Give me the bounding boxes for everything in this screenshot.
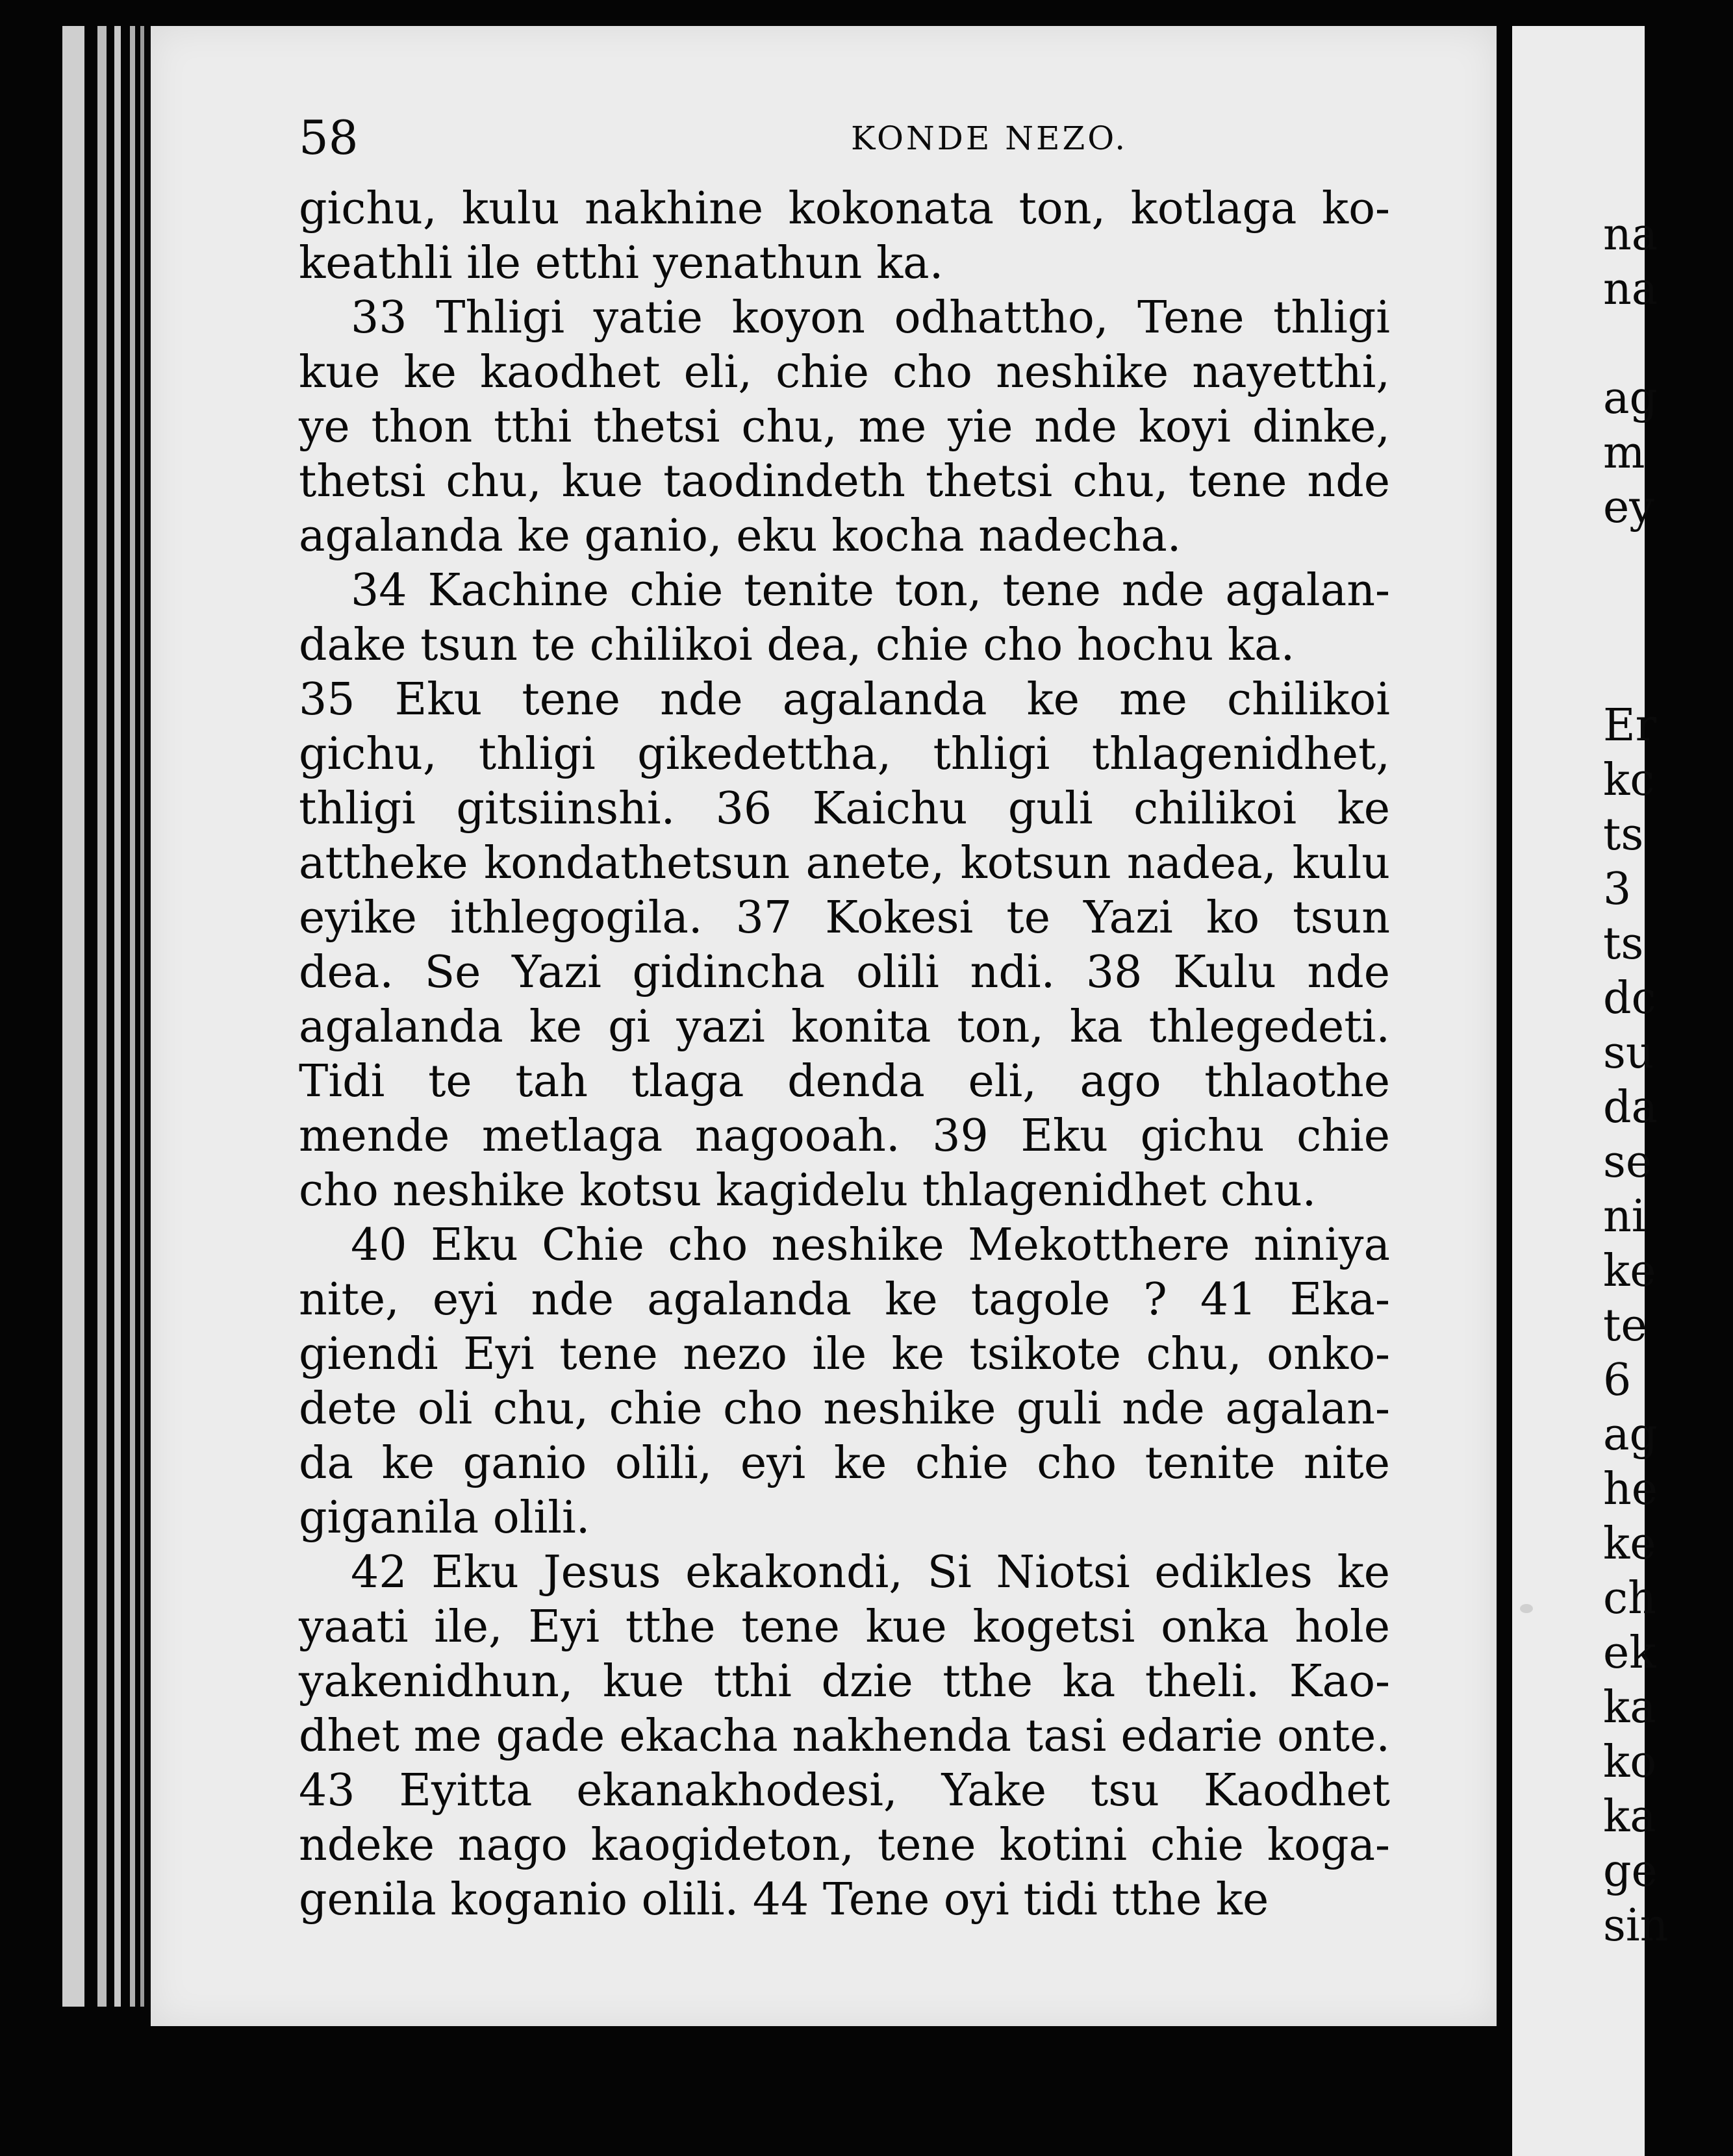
text-line: dete oli chu, chie cho neshike guli nde agalan- (299, 1383, 1390, 1435)
text-line: genila koganio olili. 44 Tene oyi tidi tthe ke (299, 1874, 1269, 1925)
facing-text-fragment: ts (1603, 809, 1644, 860)
facing-text-fragment: ni (1603, 1191, 1646, 1242)
facing-text-fragment: ka (1603, 1682, 1656, 1733)
facing-text-fragment: te (1603, 1300, 1647, 1351)
facing-text-fragment: kc (1603, 755, 1655, 806)
facing-text-fragment (1603, 590, 1733, 644)
text-line: 43 Eyitta ekanakhodesi, Yake tsu Kaodhet (299, 1765, 1390, 1816)
text-line: kue ke kaodhet eli, chie cho neshike nayetthi, (299, 347, 1390, 398)
text-line: attheke kondathetsun anete, kotsun nadea, kulu (299, 838, 1390, 889)
running-title: KONDE NEZO. (851, 119, 1128, 157)
text-line: eyike ithlegogila. 37 Kokesi te Yazi ko tsun (299, 892, 1390, 944)
facing-text-fragment: m (1603, 427, 1645, 479)
text-line: giganila olili. (299, 1492, 590, 1544)
facing-text-fragment: ge (1603, 1846, 1658, 1897)
facing-text-fragment: na (1603, 209, 1658, 260)
facing-text-fragment: ke (1603, 1246, 1656, 1297)
text-line: 40 Eku Chie cho neshike Mekotthere niniya (351, 1220, 1390, 1271)
facing-text-fragment: su (1603, 1027, 1654, 1079)
text-line: thetsi chu, kue taodindeth thetsi chu, tene nde (299, 456, 1390, 507)
facing-text-fragment: ey (1603, 482, 1654, 533)
text-line: da ke ganio olili, eyi ke chie cho tenite nite (299, 1438, 1390, 1489)
text-line: yaati ile, Eyi tthe tene kue kogetsi onka hole (299, 1601, 1390, 1653)
page-number: 58 (299, 110, 359, 165)
facing-text-fragment: ch (1603, 1573, 1656, 1624)
book-edge-strip (62, 26, 84, 2007)
facing-text-fragment: sin (1603, 1900, 1669, 1951)
text-line: 34 Kachine chie tenite ton, tene nde agalan- (351, 565, 1390, 616)
text-line: cho neshike kotsu kagidelu thlagenidhet chu. (299, 1165, 1317, 1216)
facing-text-fragment: he (1603, 1464, 1658, 1515)
facing-text-fragment (1603, 535, 1733, 590)
facing-page-mark (1520, 1604, 1533, 1613)
facing-text-fragment: ek (1603, 1627, 1656, 1679)
text-line: dhet me gade ekacha nakhenda tasi edarie onte. (299, 1711, 1390, 1762)
book-edge-strip (130, 26, 135, 2007)
text-line: dake tsun te chilikoi dea, chie cho hochu ka. (299, 620, 1295, 671)
facing-page-text (1603, 208, 1733, 1953)
book-edge-strip (140, 26, 144, 2007)
book-edge-strip (97, 26, 107, 2007)
body-text (299, 182, 1390, 1927)
facing-text-fragment: Er (1603, 700, 1657, 751)
facing-text-fragment: ke (1603, 1518, 1656, 1570)
facing-text-fragment: ag (1603, 1409, 1658, 1460)
text-line: yakenidhun, kue tthi dzie tthe ka theli. Kao- (299, 1656, 1390, 1707)
facing-page (1512, 26, 1669, 2156)
facing-text-fragment: ka (1603, 1791, 1656, 1842)
text-line: Tidi te tah tlaga denda eli, ago thlaothe (299, 1056, 1390, 1107)
facing-text-fragment: 3 (1603, 864, 1632, 915)
text-line: thligi gitsiinshi. 36 Kaichu guli chilikoi ke (299, 783, 1390, 834)
text-line: giendi Eyi tene nezo ile ke tsikote chu, onko- (299, 1329, 1390, 1380)
text-line: 33 Thligi yatie koyon odhattho, Tene thligi (351, 292, 1390, 344)
facing-text-fragment: da (1603, 1082, 1658, 1133)
text-line: ye thon tthi thetsi chu, me yie nde koyi dinke, (299, 401, 1390, 453)
facing-text-fragment: dc (1603, 973, 1656, 1024)
facing-text-fragment (1603, 644, 1733, 699)
facing-text-fragment: se (1603, 1136, 1652, 1188)
book-edge-strip (114, 26, 121, 2007)
facing-text-fragment: ts (1603, 918, 1644, 970)
text-line: 42 Eku Jesus ekakondi, Si Niotsi edikles ke (351, 1547, 1390, 1598)
facing-text-fragment (1603, 317, 1733, 371)
facing-text-fragment: ag (1603, 373, 1658, 424)
text-line: mende metlaga nagooah. 39 Eku gichu chie (299, 1110, 1390, 1162)
text-line: ndeke nago kaogideton, tene kotini chie koga- (299, 1820, 1390, 1871)
text-line: gichu, kulu nakhine kokonata ton, kotlaga ko- (299, 183, 1390, 234)
text-line: nite, eyi nde agalanda ke tagole ? 41 Eka- (299, 1274, 1390, 1325)
text-line: keathli ile etthi yenathun ka. (299, 238, 944, 289)
facing-text-fragment: na (1603, 264, 1658, 315)
text-line: agalanda ke gi yazi konita ton, ka thlegedeti. (299, 1001, 1390, 1053)
text-line: gichu, thligi gikedettha, thligi thlagenidhet, (299, 729, 1390, 780)
facing-text-fragment: ko (1603, 1736, 1657, 1788)
facing-text-fragment: 6 (1603, 1355, 1632, 1406)
text-line: 35 Eku tene nde agalanda ke me chilikoi (299, 674, 1390, 725)
page-gutter (1497, 26, 1512, 2104)
running-head (299, 110, 1468, 169)
text-line: dea. Se Yazi gidincha olili ndi. 38 Kulu nde (299, 947, 1390, 998)
text-line: agalanda ke ganio, eku kocha nadecha. (299, 510, 1182, 562)
